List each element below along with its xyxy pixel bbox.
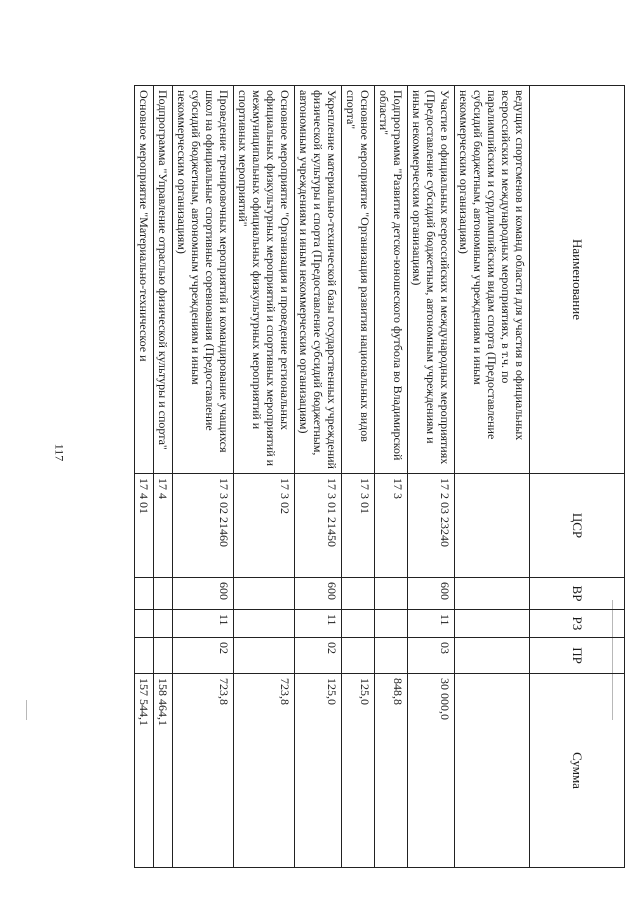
cell-vr: 600 xyxy=(295,578,342,610)
table-row xyxy=(295,86,342,868)
table-row xyxy=(154,86,173,868)
cell-vr xyxy=(342,578,375,610)
table-row xyxy=(375,86,408,868)
cell-name: Основное мероприятие "Организация и проведение региональных официальных физкультурных мероприятий и спортивных мероприятий и межмуниципальных официальных физкультурных мероприятий и спортивных мероприятий" xyxy=(234,86,295,474)
cell-rz xyxy=(154,610,173,638)
cell-csr: 17 3 02 xyxy=(234,474,295,578)
cell-sum: 30 000,0 xyxy=(408,674,455,868)
cell-vr xyxy=(135,578,154,610)
cell-name: Подпрограмма "Развитие детско-юношеского футбола во Владимирской области" xyxy=(375,86,408,474)
cell-sum: 848,8 xyxy=(375,674,408,868)
cell-csr xyxy=(455,474,530,578)
cell-sum: 125,0 xyxy=(295,674,342,868)
cell-sum: 723,8 xyxy=(173,674,234,868)
cell-vr: 600 xyxy=(173,578,234,610)
table-row xyxy=(173,86,234,868)
cell-csr: 17 2 03 23240 xyxy=(408,474,455,578)
table-row xyxy=(455,86,530,868)
cell-rz: 11 xyxy=(295,610,342,638)
table-header-row xyxy=(530,86,625,868)
header-csr: ЦСР xyxy=(530,474,625,578)
table-row xyxy=(135,86,154,868)
cell-csr: 17 3 01 xyxy=(342,474,375,578)
header-sum: Сумма xyxy=(530,674,625,868)
cell-name: Основное мероприятие "Организация развития национальных видов спорта" xyxy=(342,86,375,474)
cell-pr: 02 xyxy=(295,638,342,674)
header-pr: ПР xyxy=(530,638,625,674)
cell-sum: 157 544,1 xyxy=(135,674,154,868)
cell-rz xyxy=(342,610,375,638)
cell-name: Проведение тренировочных мероприятий и командирование учащихся школ на официальные спортивные соревнования (Предоставление субсидий бюджетным, автономным учреждениям и иным некоммерческим организациям) xyxy=(173,86,234,474)
scan-mark xyxy=(26,700,27,720)
cell-csr: 17 4 xyxy=(154,474,173,578)
cell-pr xyxy=(154,638,173,674)
cell-sum: 125,0 xyxy=(342,674,375,868)
cell-rz xyxy=(455,610,530,638)
cell-rz xyxy=(234,610,295,638)
table-row xyxy=(408,86,455,868)
cell-pr xyxy=(342,638,375,674)
cell-vr xyxy=(375,578,408,610)
cell-rz xyxy=(375,610,408,638)
table-row xyxy=(234,86,295,868)
cell-sum: 158 464,1 xyxy=(154,674,173,868)
cell-rz xyxy=(135,610,154,638)
rotated-table-wrapper xyxy=(95,85,625,867)
header-name: Наименование xyxy=(530,86,625,474)
cell-name: Участие в официальных всероссийских и международных мероприятиях (Предоставление субсидий бюджетным, автономным учреждениям и иным некоммерческим организациям) xyxy=(408,86,455,474)
cell-vr xyxy=(154,578,173,610)
cell-pr xyxy=(455,638,530,674)
cell-csr: 17 4 01 xyxy=(135,474,154,578)
cell-csr: 17 3 02 21460 xyxy=(173,474,234,578)
cell-pr xyxy=(375,638,408,674)
cell-pr: 02 xyxy=(173,638,234,674)
cell-rz: 11 xyxy=(173,610,234,638)
cell-pr xyxy=(234,638,295,674)
cell-name: Подпрограмма "Управление отраслью физической культуры и спорта" xyxy=(154,86,173,474)
cell-pr: 03 xyxy=(408,638,455,674)
budget-table xyxy=(134,85,625,868)
cell-pr xyxy=(135,638,154,674)
table-row xyxy=(342,86,375,868)
header-rz: РЗ xyxy=(530,610,625,638)
page-number: 117 xyxy=(52,443,67,462)
cell-name: Основное мероприятие "Материально-техническое и xyxy=(135,86,154,474)
cell-name: Укрепление материально-технической базы государственных учреждений физической культуры и спорта (Предоставление субсидий бюджетным, автономным учреждениям и иным некоммерческим организациям) xyxy=(295,86,342,474)
cell-vr xyxy=(455,578,530,610)
cell-vr xyxy=(234,578,295,610)
cell-rz: 11 xyxy=(408,610,455,638)
cell-sum xyxy=(455,674,530,868)
cell-csr: 17 3 xyxy=(375,474,408,578)
cell-name: ведущих спортсменов и команд области для участия в официальных всероссийских и международных мероприятиях, в т.ч. по паралимпийским и сурдлимпийским видам спорта (Предоставление субсидий бюджетным, автономным учреждениям и иным некоммерческим организациям) xyxy=(455,86,530,474)
cell-vr: 600 xyxy=(408,578,455,610)
header-vr: ВР xyxy=(530,578,625,610)
cell-csr: 17 3 01 21450 xyxy=(295,474,342,578)
cell-sum: 723,8 xyxy=(234,674,295,868)
